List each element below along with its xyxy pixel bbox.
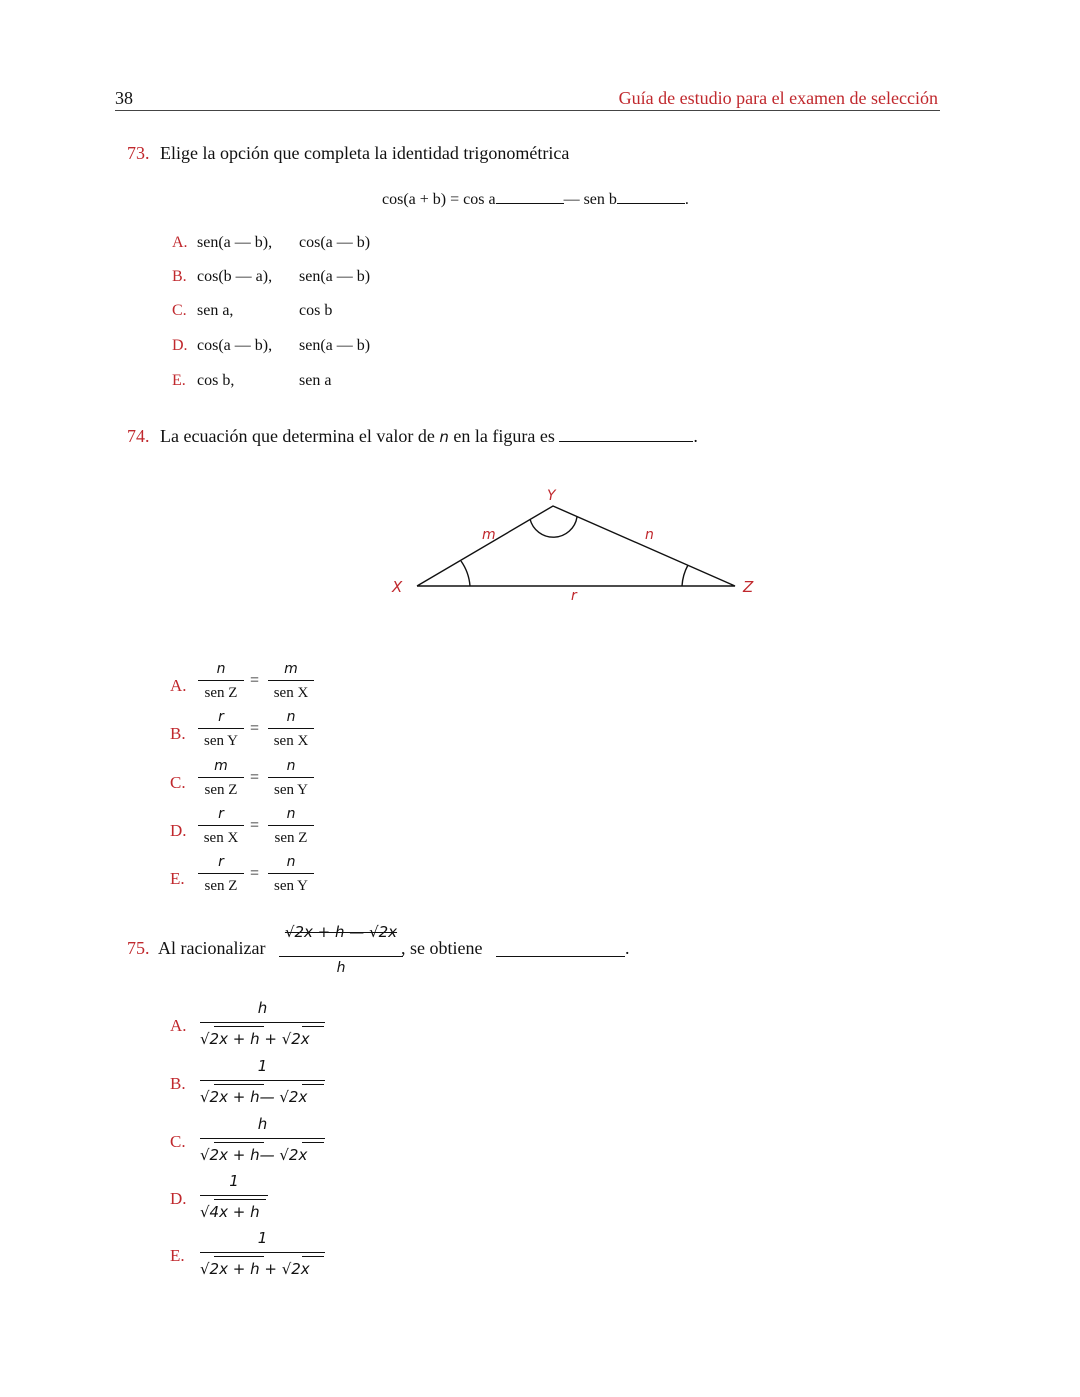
- option-label: A.: [172, 234, 188, 251]
- numerator: 1: [229, 1172, 239, 1190]
- option-e[interactable]: [170, 853, 330, 901]
- numerator: r: [218, 806, 224, 822]
- triangle-outline: [417, 506, 735, 586]
- option-d[interactable]: [172, 337, 370, 355]
- identity-mid: — sen b: [563, 191, 617, 208]
- header-rule: [115, 110, 940, 111]
- numerator: r: [218, 854, 224, 870]
- fraction-right: [268, 708, 314, 750]
- numerator: 1: [257, 1057, 268, 1075]
- fraction-left: [198, 805, 244, 847]
- angle-arc-x: [461, 561, 470, 586]
- angle-arc-y: [530, 517, 577, 537]
- numerator: m: [214, 758, 228, 774]
- option-e[interactable]: [170, 1228, 340, 1284]
- radical-overline: [214, 1256, 264, 1257]
- option-c[interactable]: [170, 1114, 340, 1170]
- radical-overline: [302, 1084, 324, 1085]
- option-c[interactable]: [172, 302, 332, 320]
- option-d[interactable]: [170, 805, 330, 853]
- fraction-bar: [268, 680, 314, 681]
- option-a[interactable]: [170, 660, 330, 708]
- side-r-label: r: [571, 588, 577, 604]
- denominator: √2x + h + √2x: [200, 1260, 310, 1278]
- option-first: sen(a — b),: [197, 234, 273, 251]
- denominator: sen X: [273, 733, 309, 749]
- fraction-right: [268, 757, 314, 799]
- radical-overline: [302, 1026, 324, 1027]
- denominator: √2x + h— √2x: [200, 1146, 308, 1164]
- option-label: D.: [172, 337, 188, 354]
- radical-overline: [214, 1084, 264, 1085]
- radical-overline: [302, 1142, 324, 1143]
- option-label: D.: [170, 1189, 187, 1208]
- numerator: n: [216, 661, 226, 677]
- option-first: cos(a — b),: [197, 337, 273, 354]
- denominator: sen Z: [204, 782, 238, 798]
- option-second: sen(a — b): [299, 268, 371, 285]
- option-a[interactable]: [170, 998, 340, 1054]
- fraction-bar: [198, 680, 244, 681]
- angle-arc-z: [682, 565, 688, 586]
- running-title: Guía de estudio para el examen de selección: [618, 88, 938, 108]
- option-label: B.: [172, 268, 187, 285]
- equals-sign: =: [250, 672, 260, 689]
- numerator: r: [218, 709, 224, 725]
- denominator: sen Z: [204, 878, 238, 894]
- question-variable: n: [439, 428, 449, 446]
- option-label: B.: [170, 724, 186, 743]
- vertex-y-label: Y: [547, 488, 556, 504]
- question-73: [127, 143, 569, 164]
- numerator: n: [286, 758, 296, 774]
- side-m-label: m: [482, 527, 496, 543]
- denominator: sen X: [203, 830, 239, 846]
- option-a[interactable]: [172, 234, 370, 252]
- question-number: 75.: [127, 938, 150, 958]
- fraction-bar: [200, 1252, 325, 1253]
- expression-fraction: [279, 920, 403, 976]
- question-prompt-before: Al racionalizar: [158, 938, 266, 958]
- denominator: sen Y: [273, 782, 309, 798]
- fraction-bar: [200, 1080, 325, 1081]
- identity-equation: [382, 189, 689, 209]
- question-number: 73.: [127, 143, 150, 163]
- question-75: [127, 920, 727, 980]
- numerator: m: [284, 661, 298, 677]
- page-number: 38: [115, 88, 133, 108]
- fraction-left: [198, 757, 244, 799]
- fraction-left: [198, 660, 244, 702]
- equals-sign: =: [250, 720, 260, 737]
- fraction-bar: [198, 728, 244, 729]
- question-number: 74.: [127, 426, 150, 446]
- option-label: C.: [170, 773, 186, 792]
- option-label: E.: [170, 1246, 185, 1265]
- fraction-left: [198, 708, 244, 750]
- fraction-bar: [268, 873, 314, 874]
- option-second: sen a: [299, 372, 332, 389]
- denominator: sen Z: [274, 830, 308, 846]
- answer-blank: [559, 427, 693, 442]
- equals-sign: =: [250, 865, 260, 882]
- vertex-x-label: X: [392, 578, 403, 596]
- triangle-figure: [380, 480, 780, 610]
- expression-denominator: h: [336, 960, 346, 976]
- option-label: E.: [172, 372, 186, 389]
- fraction-bar: [198, 873, 244, 874]
- fraction-bar: [200, 1022, 325, 1023]
- fraction-bar: [279, 956, 403, 957]
- fraction-bar: [268, 825, 314, 826]
- option-first: cos(b — a),: [197, 268, 273, 285]
- option-b[interactable]: [172, 268, 370, 286]
- denominator: sen Y: [203, 733, 239, 749]
- option-label: B.: [170, 1074, 186, 1093]
- fraction-right: [268, 660, 314, 702]
- denominator: √4x + h: [200, 1203, 260, 1221]
- radical-overline: [302, 1256, 324, 1257]
- question-prompt-end: .: [625, 938, 630, 958]
- option-second: sen(a — b): [299, 337, 371, 354]
- expression-numerator: √2x + h — √2x: [284, 923, 398, 941]
- question-prompt-end: .: [693, 426, 698, 446]
- question-74: [127, 426, 698, 447]
- fraction-bar: [268, 777, 314, 778]
- denominator: √2x + h— √2x: [200, 1088, 308, 1106]
- option-label: A.: [170, 1016, 187, 1035]
- option-label: A.: [170, 676, 187, 695]
- fraction-bar: [198, 777, 244, 778]
- radical-overline: [214, 1142, 264, 1143]
- question-prompt-before: La ecuación que determina el valor de: [160, 426, 435, 446]
- option-b[interactable]: [170, 1056, 340, 1112]
- answer-blank: [496, 942, 625, 957]
- denominator: sen Z: [204, 685, 238, 701]
- option-second: cos b: [299, 302, 333, 319]
- identity-lhs: cos(a + b) = cos a: [382, 191, 496, 208]
- fraction-bar: [200, 1138, 325, 1139]
- fraction-right: [268, 805, 314, 847]
- numerator: 1: [257, 1229, 268, 1247]
- fraction-left: [198, 853, 244, 895]
- option-c[interactable]: [170, 757, 330, 805]
- fraction-right: [268, 853, 314, 895]
- equals-sign: =: [250, 817, 260, 834]
- numerator: n: [286, 854, 296, 870]
- numerator: n: [286, 806, 296, 822]
- equals-sign: =: [250, 769, 260, 786]
- option-label: D.: [170, 821, 187, 840]
- numerator: n: [286, 709, 296, 725]
- radical-overline: [214, 1199, 266, 1200]
- denominator: sen Y: [273, 878, 309, 894]
- numerator: h: [257, 1115, 268, 1133]
- side-n-label: n: [645, 527, 654, 543]
- fraction-bar: [198, 825, 244, 826]
- question-prompt-after: en la figura es: [453, 426, 555, 446]
- option-label: C.: [170, 1132, 186, 1151]
- question-prompt-after: , se obtiene: [401, 938, 483, 958]
- fraction-bar: [268, 728, 314, 729]
- option-label: C.: [172, 302, 187, 319]
- option-first: cos b,: [197, 372, 235, 389]
- identity-end: .: [684, 191, 689, 208]
- radical-overline: [214, 1026, 264, 1027]
- answer-blank-2: [617, 189, 685, 204]
- fraction-bar: [200, 1195, 268, 1196]
- answer-blank-1: [496, 189, 564, 204]
- vertex-z-label: Z: [743, 578, 754, 596]
- question-prompt: Elige la opción que completa la identidad trigonométrica: [160, 143, 570, 163]
- option-b[interactable]: [170, 708, 330, 756]
- numerator: h: [257, 999, 268, 1017]
- option-second: cos(a — b): [299, 234, 371, 251]
- option-e[interactable]: [172, 372, 331, 390]
- denominator: sen X: [273, 685, 309, 701]
- option-d[interactable]: [170, 1171, 340, 1227]
- option-first: sen a,: [197, 302, 234, 319]
- option-label: E.: [170, 869, 185, 888]
- denominator: √2x + h + √2x: [200, 1030, 310, 1048]
